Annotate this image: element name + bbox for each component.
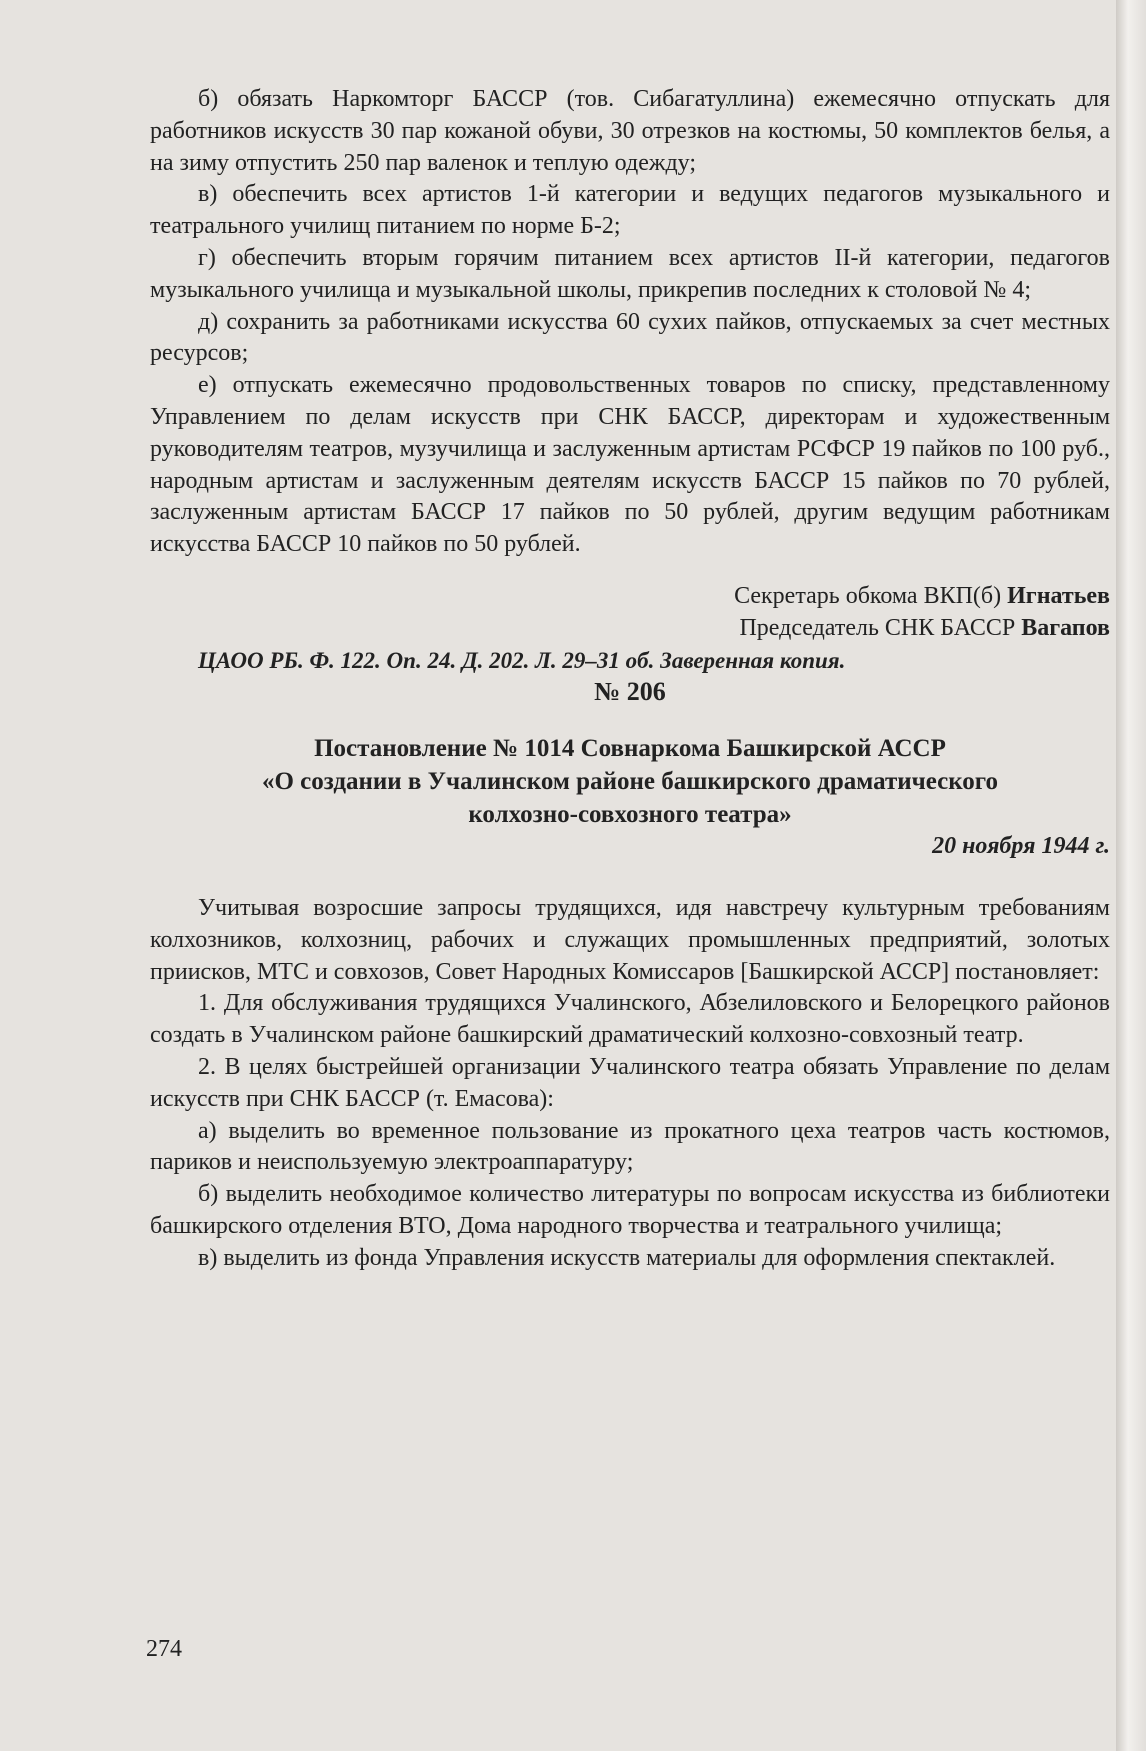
document-title <box>150 732 1110 831</box>
paragraph-g: г) обеспечить вторым горячим питанием всех артистов II-й категории, педагогов музыкального училища и музыкальной школы, прикрепив последних к столовой № 4; <box>150 244 1110 303</box>
signature-chairman: Председатель СНК БАССР Вагапов <box>739 614 1110 641</box>
body-paragraph-2: 2. В целях быстрейшей организации Учалинского театра обязать Управление по делам искусств при СНК БАССР (т. Емасова): <box>150 1053 1110 1112</box>
paragraph-v: в) обеспечить всех артистов 1-й категории и ведущих педагогов музыкального и театрального училищ питанием по норме Б-2; <box>150 181 1110 240</box>
paragraph-e: е) отпускать ежемесячно продовольственных товаров по списку, представленному Управлением по делам искусств при СНК БАССР, директорам и художественным руководителям театров, музучилища и заслуженным артистам РСФСР 19 пайков по 100 руб., народным артистам и заслуженным деятелям искусств БАССР 15 пайков по 70 рублей, заслуженным артистам БАССР 17 пайков по 50 рублей, другим ведущим работникам искусства БАССР 10 пайков по 50 рублей. <box>150 372 1110 558</box>
title-line-2: «О создании в Учалинском районе башкирского драматического <box>261 768 999 796</box>
document-body <box>150 893 1110 1275</box>
title-line-1: Постановление № 1014 Совнаркома Башкирской АССР <box>314 735 946 763</box>
signature-secretary: Секретарь обкома ВКП(б) Игнатьев <box>734 582 1110 609</box>
body-paragraph-2v: в) выделить из фонда Управления искусств материалы для оформления спектаклей. <box>198 1244 1056 1271</box>
signature-secretary-name: Игнатьев <box>1007 582 1110 609</box>
body-paragraph-1: 1. Для обслуживания трудящихся Учалинского, Абзелиловского и Белорецкого районов создать в Учалинском районе башкирский драматический колхозно-совхозный театр. <box>150 990 1110 1049</box>
document-date: 20 ноября 1944 г. <box>932 833 1110 860</box>
body-paragraph-2a: а) выделить во временное пользование из прокатного цеха театров часть костюмов, париков и неиспользуемую электроаппаратуру; <box>150 1117 1110 1176</box>
paragraph-b: б) обязать Наркомторг БАССР (тов. Сибагатуллина) ежемесячно отпускать для работников искусств 30 пар кожаной обуви, 30 отрезков на костюмы, 50 комплектов белья, а на зиму отпустить 250 пар валенок и теплую одежду; <box>150 86 1110 176</box>
document-number: № 206 <box>594 677 666 707</box>
paragraph-d: д) сохранить за работниками искусства 60 сухих пайков, отпускаемых за счет местных ресурсов; <box>150 308 1110 367</box>
signature-block <box>150 581 1110 645</box>
page-text <box>150 84 1110 1275</box>
title-line-3: колхозно-совхозного театра» <box>468 801 792 829</box>
body-paragraph-preamble: Учитывая возросшие запросы трудящихся, идя навстречу культурным требованиям колхозников, колхозниц, рабочих и служащих промышленных предприятий, золотых приисков, МТС и совхозов, Совет Народных Комиссаров [Башкирской АССР] постановляет: <box>150 894 1110 985</box>
archive-reference: ЦАОО РБ. Ф. 122. Оп. 24. Д. 202. Л. 29–31 об. Заверенная копия. <box>198 647 846 673</box>
body-paragraph-2b: б) выделить необходимое количество литературы по вопросам искусства из библиотеки башкирского отделения ВТО, Дома народного творчества и театрального училища; <box>150 1181 1110 1239</box>
page-edge <box>1116 0 1146 1751</box>
page-number: 274 <box>146 1636 182 1662</box>
signature-chairman-name: Вагапов <box>1021 614 1110 641</box>
